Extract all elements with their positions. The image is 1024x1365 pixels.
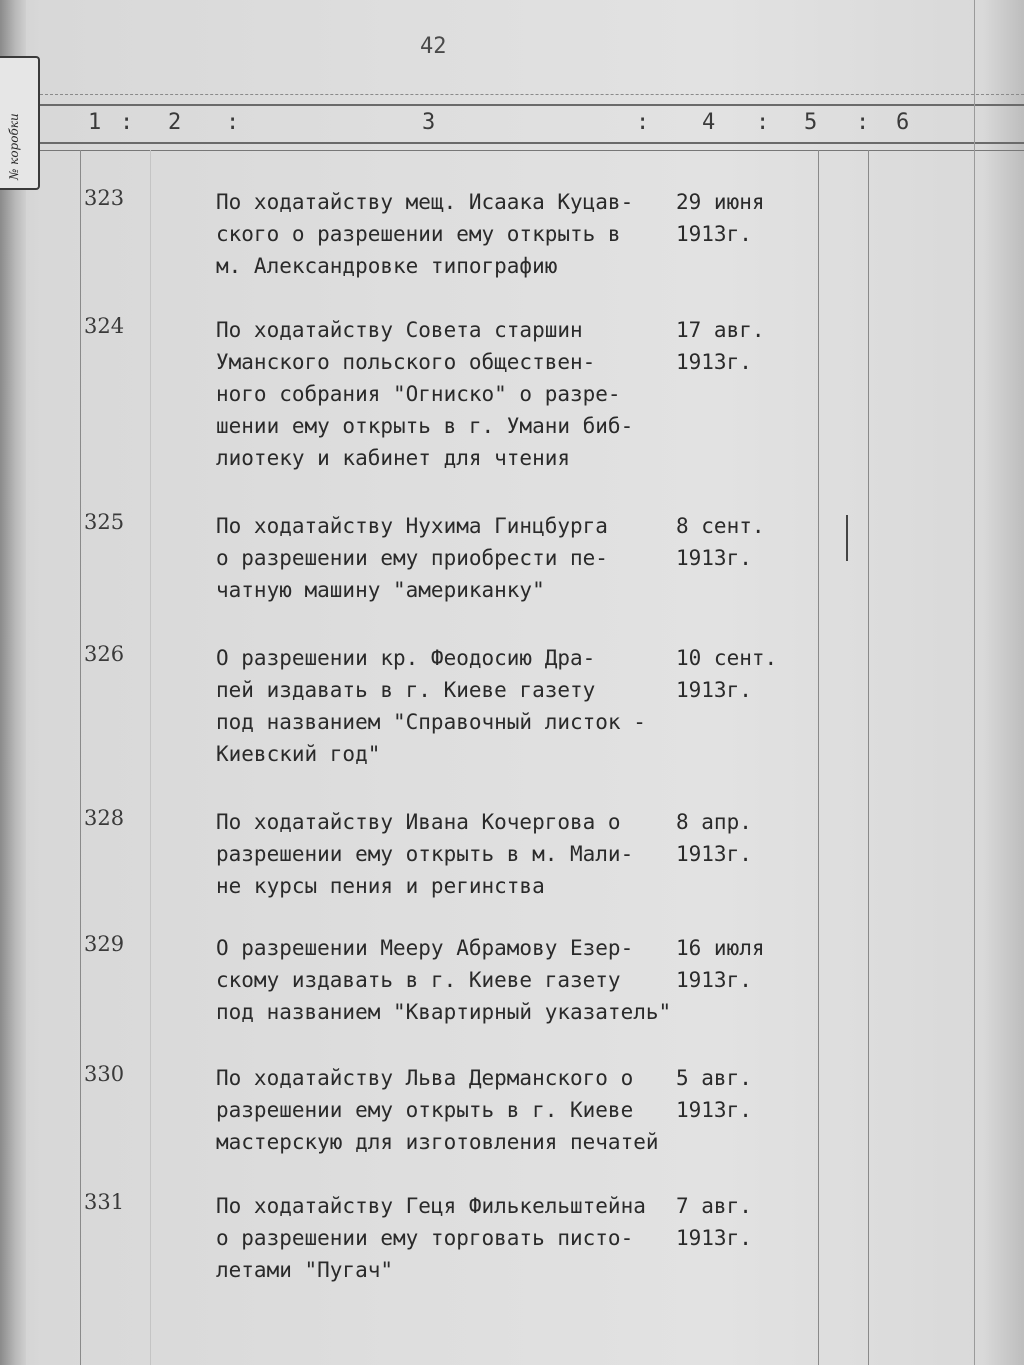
entry-title: По ходатайству мещ. Исаака Куцав- ского о разрешении ему открыть в м. Александровке типографию [216,190,634,278]
entry-date: 17 авг. 1913г. [676,318,765,374]
entry-date: 8 сент. 1913г. [676,514,765,570]
entry-number: 324 [84,314,125,338]
entry-number: 325 [84,510,125,534]
entry-date: 8 апр. 1913г. [676,810,752,866]
entry-title: По ходатайству Льва Дерманского о разрешении ему открыть в г. Киеве мастерскую для изготовления печатей [216,1066,659,1154]
column-separator: : [120,110,134,135]
column-separator: : [636,110,650,135]
entry-title: По ходатайству Совета старшин Уманского польского обществен- ного собрания "Огниско" о разре- шении ему открыть в г. Умани биб- лиотеку и кабинет для чтения [216,318,634,470]
header-rule-lower [40,142,1024,144]
entry-title: О разрешении кр. Феодосию Дра- пей издавать в г. Киеве газету под названием "Справочный листок - Киевский год" [216,646,646,766]
page-edge-line [974,0,975,1365]
entry-number: 323 [84,186,125,210]
column-separator: : [226,110,240,135]
entry-number: 331 [84,1190,125,1214]
entry-title: По ходатайству Нухима Гинцбурга о разрешении ему приобрести пе- чатную машину "американку" [216,514,608,602]
page-number: 42 [420,34,447,59]
column-divider-5 [868,150,869,1365]
header-rule-top [40,94,1024,95]
entry-title: По ходатайству Ивана Кочергова о разрешении ему открыть в м. Мали- не курсы пения и регинства [216,810,634,898]
pencil-mark [846,515,848,561]
header-rule-bottom [40,150,1024,151]
column-separator: : [856,110,870,135]
column-header-4: 4 [702,110,716,135]
entry-date: 7 авг. 1913г. [676,1194,752,1250]
entry-title: По ходатайству Геця Филькельштейна о разрешении ему торговать писто- летами "Пугач" [216,1194,646,1282]
column-divider-1 [80,150,81,1365]
entry-title: О разрешении Мееру Абрамову Езер- скому издавать в г. Киеве газету под названием "Квартирный указатель" [216,936,672,1024]
entry-number: 328 [84,806,125,830]
binding-edge [0,0,26,1365]
column-header-2: 2 [168,110,182,135]
entry-number: 330 [84,1062,125,1086]
entry-date: 10 сент. 1913г. [676,646,778,702]
entry-date: 29 июня 1913г. [676,190,765,246]
column-separator: : [756,110,770,135]
column-header-1: 1 [88,110,102,135]
column-header-3: 3 [422,110,436,135]
header-rule-upper [40,104,1024,106]
column-header-5: 5 [804,110,818,135]
entry-number: 326 [84,642,125,666]
column-header-6: 6 [896,110,910,135]
box-number-label: № коробки [7,113,21,180]
box-number-tab [0,56,40,190]
entry-date: 16 июля 1913г. [676,936,765,992]
column-divider-4 [818,150,819,1365]
column-divider-2 [150,150,151,1365]
entry-date: 5 авг. 1913г. [676,1066,752,1122]
entry-number: 329 [84,932,125,956]
